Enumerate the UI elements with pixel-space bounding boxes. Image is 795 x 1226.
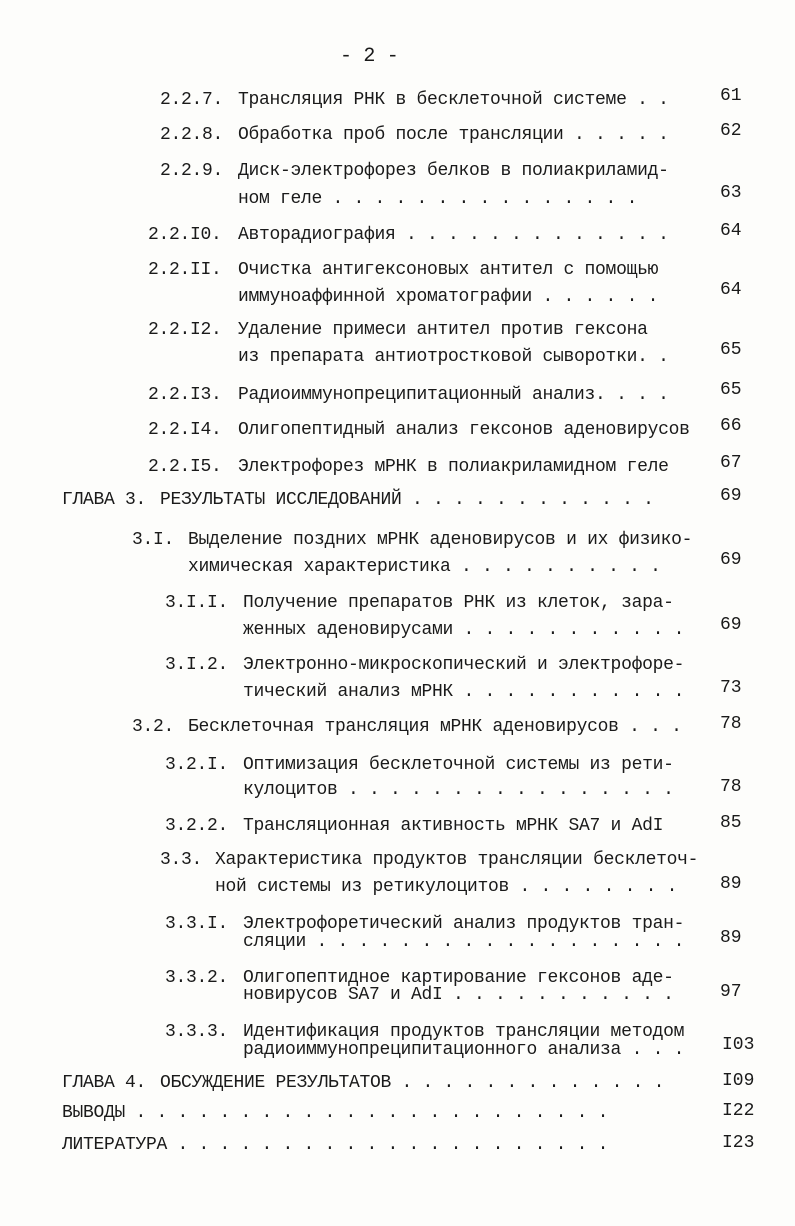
toc-entry-number: ГЛАВА 4. bbox=[62, 1073, 147, 1093]
toc-entry-page: 89 bbox=[720, 874, 742, 894]
toc-entry-title: Очистка антигексоновых антител с помощью bbox=[238, 260, 659, 280]
toc-entry-page: 69 bbox=[720, 486, 742, 506]
toc-entry-title: Бесклеточная трансляция мРНК аденовирусов . . . bbox=[188, 717, 682, 737]
toc-entry-title: Диск-электрофорез белков в полиакриламид- bbox=[238, 161, 669, 181]
toc-entry-title: РЕЗУЛЬТАТЫ ИССЛЕДОВАНИЙ . . . . . . . . . . . . bbox=[160, 490, 654, 510]
toc-entry-number: 2.2.I4. bbox=[148, 420, 222, 440]
toc-entry-number: 3.2. bbox=[132, 717, 175, 737]
toc-entry-title: Оптимизация бесклеточной системы из рети- bbox=[243, 755, 674, 775]
toc-entry-number: 3.3. bbox=[160, 850, 203, 870]
toc-entry-number: 3.I.2. bbox=[165, 655, 229, 675]
toc-entry-title: кулоцитов . . . . . . . . . . . . . . . . bbox=[243, 780, 674, 800]
toc-entry-page: 64 bbox=[720, 280, 742, 300]
toc-entry-title: тический анализ мРНК . . . . . . . . . . . bbox=[243, 682, 685, 702]
toc-entry-title: Электронно-микроскопический и электрофоре- bbox=[243, 655, 685, 675]
toc-entry-title: Идентификация продуктов трансляции методом bbox=[243, 1022, 685, 1042]
toc-entry-title: сляции . . . . . . . . . . . . . . . . . . bbox=[243, 932, 685, 952]
toc-entry-title: ОБСУЖДЕНИЕ РЕЗУЛЬТАТОВ . . . . . . . . . . . . . bbox=[160, 1073, 665, 1093]
toc-entry-title: Олигопептидное картирование гексонов аде- bbox=[243, 968, 674, 988]
toc-entry-page: 63 bbox=[720, 183, 742, 203]
toc-entry-title: Трансляционная активность мРНК SA7 и AdI bbox=[243, 816, 664, 836]
toc-entry-number: 3.2.I. bbox=[165, 755, 229, 775]
toc-entry-page: 89 bbox=[720, 928, 742, 948]
toc-entry-title: Обработка проб после трансляции . . . . . bbox=[238, 125, 669, 145]
toc-entry-page: I22 bbox=[722, 1101, 755, 1121]
toc-entry-title: Трансляция РНК в бесклеточной системе . . bbox=[238, 90, 669, 110]
toc-entry-page: 62 bbox=[720, 121, 742, 141]
toc-entry-page: 78 bbox=[720, 714, 742, 734]
toc-entry-title: из препарата антиотростковой сыворотки. . bbox=[238, 347, 669, 367]
toc-entry-page: 85 bbox=[720, 813, 742, 833]
toc-entry-page: 78 bbox=[720, 777, 742, 797]
toc-entry-number: 3.3.I. bbox=[165, 914, 229, 934]
toc-entry-title: Выделение поздних мРНК аденовирусов и их физико- bbox=[188, 530, 693, 550]
toc-entry-title: ВЫВОДЫ . . . . . . . . . . . . . . . . . . . . . . . bbox=[62, 1103, 609, 1123]
toc-entry-number: 2.2.I2. bbox=[148, 320, 222, 340]
toc-entry-title: Получение препаратов РНК из клеток, зара- bbox=[243, 593, 674, 613]
toc-entry-page: 73 bbox=[720, 678, 742, 698]
toc-entry-number: 3.I.I. bbox=[165, 593, 229, 613]
toc-entry-title: иммуноаффинной хроматографии . . . . . . bbox=[238, 287, 659, 307]
toc-entry-number: 2.2.9. bbox=[160, 161, 224, 181]
toc-entry-number: 2.2.I0. bbox=[148, 225, 222, 245]
toc-entry-number: 3.3.2. bbox=[165, 968, 229, 988]
toc-entry-page: I09 bbox=[722, 1071, 755, 1091]
toc-entry-page: 97 bbox=[720, 982, 742, 1002]
toc-entry-number: 2.2.I5. bbox=[148, 457, 222, 477]
toc-entry-title: женных аденовирусами . . . . . . . . . . . bbox=[243, 620, 685, 640]
toc-entry-title: новирусов SA7 и AdI . . . . . . . . . . . bbox=[243, 985, 674, 1005]
toc-entry-title: Радиоиммунопреципитационный анализ. . . . bbox=[238, 385, 669, 405]
toc-entry-page: 65 bbox=[720, 380, 742, 400]
toc-entry-title: ной системы из ретикулоцитов . . . . . . . . bbox=[215, 877, 678, 897]
toc-entry-number: 2.2.8. bbox=[160, 125, 224, 145]
toc-entry-number: ГЛАВА 3. bbox=[62, 490, 147, 510]
toc-entry-title: Авторадиография . . . . . . . . . . . . . bbox=[238, 225, 669, 245]
toc-entry-page: 61 bbox=[720, 86, 742, 106]
toc-entry-page: I23 bbox=[722, 1133, 755, 1153]
toc-entry-title: ном геле . . . . . . . . . . . . . . . bbox=[238, 189, 638, 209]
toc-entry-number: 3.3.3. bbox=[165, 1022, 229, 1042]
toc-entry-page: I03 bbox=[722, 1035, 755, 1055]
toc-entry-page: 65 bbox=[720, 340, 742, 360]
toc-entry-page: 66 bbox=[720, 416, 742, 436]
toc-entry-title: Олигопептидный анализ гексонов аденовирусов bbox=[238, 420, 690, 440]
toc-entry-title: Характеристика продуктов трансляции бесклеточ- bbox=[215, 850, 699, 870]
toc-entry-number: 3.2.2. bbox=[165, 816, 229, 836]
toc-entry-number: 3.I. bbox=[132, 530, 175, 550]
toc-entry-number: 2.2.7. bbox=[160, 90, 224, 110]
page-number: - 2 - bbox=[340, 45, 399, 68]
toc-entry-page: 64 bbox=[720, 221, 742, 241]
toc-entry-title: Электрофорез мРНК в полиакриламидном геле bbox=[238, 457, 669, 477]
toc-entry-number: 2.2.II. bbox=[148, 260, 222, 280]
toc-entry-title: химическая характеристика . . . . . . . . . . bbox=[188, 557, 661, 577]
toc-entry-title: ЛИТЕРАТУРА . . . . . . . . . . . . . . . . . . . . . bbox=[62, 1135, 609, 1155]
toc-entry-page: 69 bbox=[720, 550, 742, 570]
toc-entry-title: радиоиммунопреципитационного анализа . . . bbox=[243, 1040, 685, 1060]
toc-entry-number: 2.2.I3. bbox=[148, 385, 222, 405]
toc-entry-title: Электрофоретический анализ продуктов тран- bbox=[243, 914, 685, 934]
toc-entry-title: Удаление примеси антител против гексона bbox=[238, 320, 648, 340]
toc-entry-page: 67 bbox=[720, 453, 742, 473]
toc-entry-page: 69 bbox=[720, 615, 742, 635]
